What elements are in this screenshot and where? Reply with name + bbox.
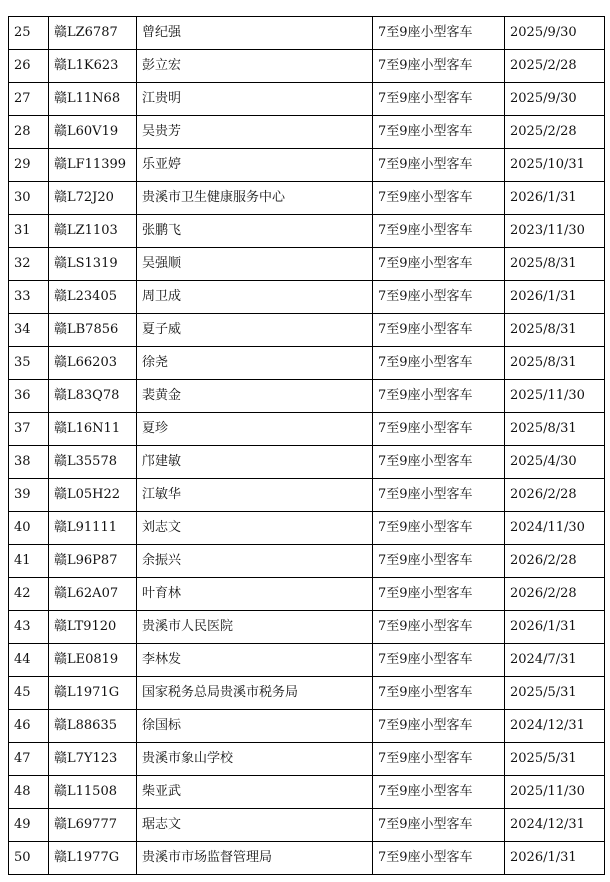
expiry-date-cell: 2026/2/28 <box>505 479 605 512</box>
owner-name-cell: 曾纪强 <box>137 17 373 50</box>
vehicle-type-cell: 7至9座小型客车 <box>373 479 505 512</box>
expiry-date-cell: 2026/1/31 <box>505 842 605 875</box>
owner-name-cell: 柴亚武 <box>137 776 373 809</box>
expiry-date-cell: 2025/11/30 <box>505 776 605 809</box>
owner-name-cell: 裴黄金 <box>137 380 373 413</box>
owner-name-cell: 贵溪市人民医院 <box>137 611 373 644</box>
row-number-cell: 26 <box>9 50 49 83</box>
plate-number-cell: 赣L7Y123 <box>49 743 137 776</box>
table-row <box>9 842 605 875</box>
row-number-cell: 36 <box>9 380 49 413</box>
expiry-date-cell: 2024/12/31 <box>505 809 605 842</box>
table-row <box>9 50 605 83</box>
row-number-cell: 37 <box>9 413 49 446</box>
vehicle-type-cell: 7至9座小型客车 <box>373 182 505 215</box>
expiry-date-cell: 2025/9/30 <box>505 17 605 50</box>
expiry-date-cell: 2025/2/28 <box>505 116 605 149</box>
plate-number-cell: 赣L1K623 <box>49 50 137 83</box>
vehicle-type-cell: 7至9座小型客车 <box>373 413 505 446</box>
vehicle-table <box>8 16 605 875</box>
plate-number-cell: 赣L62A07 <box>49 578 137 611</box>
row-number-cell: 45 <box>9 677 49 710</box>
row-number-cell: 47 <box>9 743 49 776</box>
table-row <box>9 149 605 182</box>
owner-name-cell: 吴强顺 <box>137 248 373 281</box>
expiry-date-cell: 2026/1/31 <box>505 281 605 314</box>
table-row <box>9 116 605 149</box>
owner-name-cell: 叶育林 <box>137 578 373 611</box>
plate-number-cell: 赣LE0819 <box>49 644 137 677</box>
expiry-date-cell: 2026/2/28 <box>505 578 605 611</box>
row-number-cell: 39 <box>9 479 49 512</box>
expiry-date-cell: 2025/5/31 <box>505 743 605 776</box>
plate-number-cell: 赣L35578 <box>49 446 137 479</box>
expiry-date-cell: 2026/1/31 <box>505 611 605 644</box>
plate-number-cell: 赣L69777 <box>49 809 137 842</box>
expiry-date-cell: 2025/8/31 <box>505 413 605 446</box>
owner-name-cell: 江贵明 <box>137 83 373 116</box>
owner-name-cell: 贵溪市卫生健康服务中心 <box>137 182 373 215</box>
row-number-cell: 42 <box>9 578 49 611</box>
vehicle-type-cell: 7至9座小型客车 <box>373 578 505 611</box>
table-row <box>9 710 605 743</box>
row-number-cell: 28 <box>9 116 49 149</box>
expiry-date-cell: 2026/1/31 <box>505 182 605 215</box>
vehicle-type-cell: 7至9座小型客车 <box>373 149 505 182</box>
expiry-date-cell: 2024/12/31 <box>505 710 605 743</box>
table-row <box>9 17 605 50</box>
expiry-date-cell: 2025/10/31 <box>505 149 605 182</box>
vehicle-type-cell: 7至9座小型客车 <box>373 809 505 842</box>
owner-name-cell: 夏子威 <box>137 314 373 347</box>
plate-number-cell: 赣LT9120 <box>49 611 137 644</box>
owner-name-cell: 余振兴 <box>137 545 373 578</box>
owner-name-cell: 贵溪市市场监督管理局 <box>137 842 373 875</box>
vehicle-type-cell: 7至9座小型客车 <box>373 281 505 314</box>
plate-number-cell: 赣L11N68 <box>49 83 137 116</box>
owner-name-cell: 刘志文 <box>137 512 373 545</box>
table-row <box>9 380 605 413</box>
owner-name-cell: 张鹏飞 <box>137 215 373 248</box>
table-row <box>9 413 605 446</box>
table-row <box>9 314 605 347</box>
plate-number-cell: 赣L83Q78 <box>49 380 137 413</box>
table-row <box>9 578 605 611</box>
row-number-cell: 46 <box>9 710 49 743</box>
vehicle-type-cell: 7至9座小型客车 <box>373 347 505 380</box>
owner-name-cell: 徐尧 <box>137 347 373 380</box>
table-row <box>9 248 605 281</box>
expiry-date-cell: 2023/11/30 <box>505 215 605 248</box>
owner-name-cell: 李林发 <box>137 644 373 677</box>
row-number-cell: 27 <box>9 83 49 116</box>
vehicle-type-cell: 7至9座小型客车 <box>373 842 505 875</box>
expiry-date-cell: 2025/11/30 <box>505 380 605 413</box>
table-row <box>9 545 605 578</box>
owner-name-cell: 彭立宏 <box>137 50 373 83</box>
vehicle-type-cell: 7至9座小型客车 <box>373 116 505 149</box>
owner-name-cell: 江敏华 <box>137 479 373 512</box>
vehicle-type-cell: 7至9座小型客车 <box>373 314 505 347</box>
row-number-cell: 34 <box>9 314 49 347</box>
vehicle-type-cell: 7至9座小型客车 <box>373 611 505 644</box>
row-number-cell: 31 <box>9 215 49 248</box>
plate-number-cell: 赣LS1319 <box>49 248 137 281</box>
row-number-cell: 40 <box>9 512 49 545</box>
row-number-cell: 25 <box>9 17 49 50</box>
plate-number-cell: 赣LZ1103 <box>49 215 137 248</box>
table-row <box>9 809 605 842</box>
table-row <box>9 83 605 116</box>
table-row <box>9 215 605 248</box>
vehicle-type-cell: 7至9座小型客车 <box>373 215 505 248</box>
owner-name-cell: 徐国标 <box>137 710 373 743</box>
plate-number-cell: 赣L60V19 <box>49 116 137 149</box>
owner-name-cell: 乐亚婷 <box>137 149 373 182</box>
row-number-cell: 43 <box>9 611 49 644</box>
expiry-date-cell: 2024/11/30 <box>505 512 605 545</box>
vehicle-type-cell: 7至9座小型客车 <box>373 677 505 710</box>
vehicle-type-cell: 7至9座小型客车 <box>373 644 505 677</box>
expiry-date-cell: 2025/8/31 <box>505 248 605 281</box>
plate-number-cell: 赣L11508 <box>49 776 137 809</box>
plate-number-cell: 赣LB7856 <box>49 314 137 347</box>
expiry-date-cell: 2025/2/28 <box>505 50 605 83</box>
expiry-date-cell: 2025/8/31 <box>505 314 605 347</box>
expiry-date-cell: 2025/8/31 <box>505 347 605 380</box>
vehicle-type-cell: 7至9座小型客车 <box>373 380 505 413</box>
owner-name-cell: 贵溪市象山学校 <box>137 743 373 776</box>
row-number-cell: 29 <box>9 149 49 182</box>
owner-name-cell: 邝建敏 <box>137 446 373 479</box>
owner-name-cell: 周卫成 <box>137 281 373 314</box>
table-row <box>9 743 605 776</box>
vehicle-type-cell: 7至9座小型客车 <box>373 545 505 578</box>
expiry-date-cell: 2025/5/31 <box>505 677 605 710</box>
plate-number-cell: 赣L96P87 <box>49 545 137 578</box>
table-row <box>9 347 605 380</box>
vehicle-type-cell: 7至9座小型客车 <box>373 17 505 50</box>
row-number-cell: 33 <box>9 281 49 314</box>
row-number-cell: 50 <box>9 842 49 875</box>
table-row <box>9 281 605 314</box>
expiry-date-cell: 2025/4/30 <box>505 446 605 479</box>
row-number-cell: 38 <box>9 446 49 479</box>
vehicle-table-body <box>9 17 605 875</box>
vehicle-type-cell: 7至9座小型客车 <box>373 446 505 479</box>
row-number-cell: 49 <box>9 809 49 842</box>
expiry-date-cell: 2026/2/28 <box>505 545 605 578</box>
owner-name-cell: 吴贵芳 <box>137 116 373 149</box>
table-row <box>9 182 605 215</box>
vehicle-type-cell: 7至9座小型客车 <box>373 776 505 809</box>
expiry-date-cell: 2024/7/31 <box>505 644 605 677</box>
plate-number-cell: 赣L66203 <box>49 347 137 380</box>
owner-name-cell: 夏珍 <box>137 413 373 446</box>
row-number-cell: 48 <box>9 776 49 809</box>
plate-number-cell: 赣L05H22 <box>49 479 137 512</box>
table-row <box>9 479 605 512</box>
row-number-cell: 30 <box>9 182 49 215</box>
table-row <box>9 776 605 809</box>
plate-number-cell: 赣L16N11 <box>49 413 137 446</box>
row-number-cell: 44 <box>9 644 49 677</box>
table-row <box>9 446 605 479</box>
table-row <box>9 644 605 677</box>
plate-number-cell: 赣L23405 <box>49 281 137 314</box>
owner-name-cell: 琚志文 <box>137 809 373 842</box>
vehicle-type-cell: 7至9座小型客车 <box>373 743 505 776</box>
vehicle-type-cell: 7至9座小型客车 <box>373 83 505 116</box>
plate-number-cell: 赣L72J20 <box>49 182 137 215</box>
row-number-cell: 35 <box>9 347 49 380</box>
plate-number-cell: 赣L88635 <box>49 710 137 743</box>
plate-number-cell: 赣LF11399 <box>49 149 137 182</box>
plate-number-cell: 赣L1971G <box>49 677 137 710</box>
vehicle-type-cell: 7至9座小型客车 <box>373 512 505 545</box>
expiry-date-cell: 2025/9/30 <box>505 83 605 116</box>
row-number-cell: 32 <box>9 248 49 281</box>
plate-number-cell: 赣LZ6787 <box>49 17 137 50</box>
vehicle-type-cell: 7至9座小型客车 <box>373 248 505 281</box>
vehicle-type-cell: 7至9座小型客车 <box>373 50 505 83</box>
plate-number-cell: 赣L1977G <box>49 842 137 875</box>
table-row <box>9 677 605 710</box>
row-number-cell: 41 <box>9 545 49 578</box>
owner-name-cell: 国家税务总局贵溪市税务局 <box>137 677 373 710</box>
plate-number-cell: 赣L91111 <box>49 512 137 545</box>
table-row <box>9 611 605 644</box>
table-row <box>9 512 605 545</box>
vehicle-type-cell: 7至9座小型客车 <box>373 710 505 743</box>
